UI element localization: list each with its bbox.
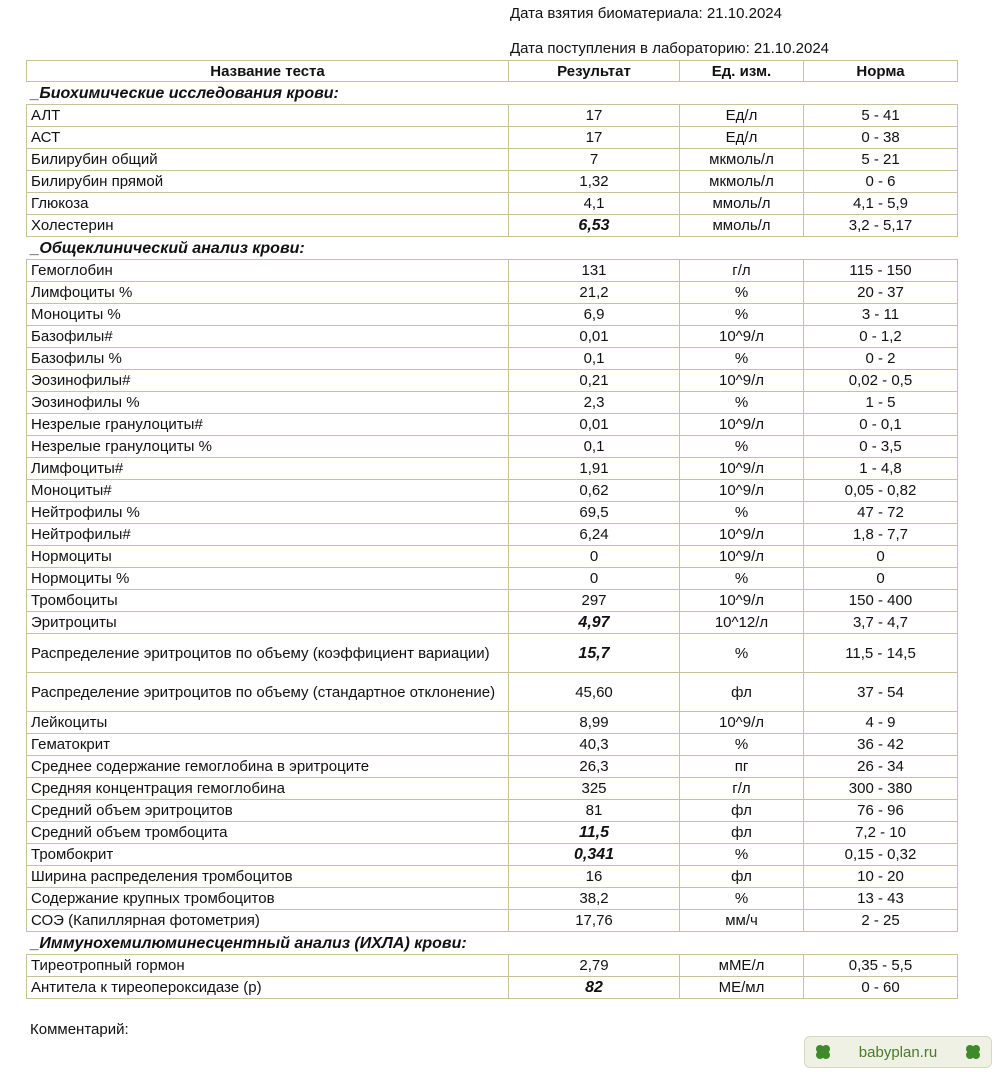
section-title: _Биохимические исследования крови:	[30, 84, 339, 102]
result-cell: 82	[509, 977, 680, 999]
norm-cell: 0 - 60	[804, 977, 958, 999]
test-name-cell: Билирубин прямой	[27, 171, 509, 193]
norm-cell: 1 - 4,8	[804, 458, 958, 480]
table-row	[27, 822, 958, 844]
test-name-cell: АСТ	[27, 127, 509, 149]
unit-cell: 10^9/л	[680, 414, 804, 436]
unit-cell: фл	[680, 673, 804, 712]
unit-cell: пг	[680, 756, 804, 778]
unit-cell: 10^9/л	[680, 590, 804, 612]
result-cell: 1,32	[509, 171, 680, 193]
table-row	[27, 844, 958, 866]
unit-cell: мм/ч	[680, 910, 804, 932]
unit-cell: МЕ/мл	[680, 977, 804, 999]
table-row	[27, 756, 958, 778]
test-name-cell: Среднее содержание гемоглобина в эритроците	[27, 756, 509, 778]
table-row	[27, 502, 958, 524]
result-cell: 17	[509, 105, 680, 127]
test-name-cell: Лимфоциты#	[27, 458, 509, 480]
unit-cell: %	[680, 436, 804, 458]
result-cell: 131	[509, 260, 680, 282]
table-row	[27, 977, 958, 999]
result-cell: 0	[509, 546, 680, 568]
test-name-cell: Средний объем эритроцитов	[27, 800, 509, 822]
result-cell: 325	[509, 778, 680, 800]
table-row	[27, 436, 958, 458]
table-row	[27, 458, 958, 480]
unit-cell: мкмоль/л	[680, 149, 804, 171]
test-name-cell: Нейтрофилы %	[27, 502, 509, 524]
test-name-cell: Нормоциты %	[27, 568, 509, 590]
unit-cell: 10^9/л	[680, 326, 804, 348]
test-name-cell: Распределение эритроцитов по объему (стандартное отклонение)	[27, 673, 509, 712]
unit-cell: мМЕ/л	[680, 955, 804, 977]
table-row	[27, 215, 958, 237]
norm-cell: 0 - 6	[804, 171, 958, 193]
unit-cell: ммоль/л	[680, 193, 804, 215]
unit-cell: %	[680, 734, 804, 756]
norm-cell: 1 - 5	[804, 392, 958, 414]
table-row	[27, 778, 958, 800]
table-row	[27, 171, 958, 193]
result-cell: 15,7	[509, 634, 680, 673]
norm-cell: 20 - 37	[804, 282, 958, 304]
norm-cell: 0,15 - 0,32	[804, 844, 958, 866]
norm-cell: 47 - 72	[804, 502, 958, 524]
column-header-test: Название теста	[27, 61, 509, 82]
test-name-cell: Гематокрит	[27, 734, 509, 756]
unit-cell: %	[680, 502, 804, 524]
result-cell: 0,62	[509, 480, 680, 502]
test-name-cell: Распределение эритроцитов по объему (коэффициент вариации)	[27, 634, 509, 673]
result-cell: 0,21	[509, 370, 680, 392]
unit-cell: %	[680, 844, 804, 866]
result-cell: 11,5	[509, 822, 680, 844]
test-name-cell: Содержание крупных тромбоцитов	[27, 888, 509, 910]
test-name-cell: Незрелые гранулоциты#	[27, 414, 509, 436]
test-name-cell: Эозинофилы#	[27, 370, 509, 392]
norm-cell: 3,2 - 5,17	[804, 215, 958, 237]
unit-cell: %	[680, 282, 804, 304]
test-name-cell: Средний объем тромбоцита	[27, 822, 509, 844]
result-cell: 17	[509, 127, 680, 149]
test-name-cell: Базофилы %	[27, 348, 509, 370]
result-cell: 6,53	[509, 215, 680, 237]
test-name-cell: Антитела к тиреопероксидазе (р)	[27, 977, 509, 999]
unit-cell: г/л	[680, 260, 804, 282]
table-row	[27, 193, 958, 215]
table-row	[27, 480, 958, 502]
test-name-cell: Эритроциты	[27, 612, 509, 634]
unit-cell: %	[680, 348, 804, 370]
norm-cell: 0 - 2	[804, 348, 958, 370]
unit-cell: ммоль/л	[680, 215, 804, 237]
norm-cell: 5 - 21	[804, 149, 958, 171]
table-row	[27, 348, 958, 370]
clover-icon	[963, 1042, 983, 1062]
table-row	[27, 800, 958, 822]
comment-label: Комментарий:	[30, 1021, 129, 1038]
norm-cell: 115 - 150	[804, 260, 958, 282]
unit-cell: мкмоль/л	[680, 171, 804, 193]
table-row	[27, 282, 958, 304]
table-row	[27, 260, 958, 282]
unit-cell: 10^9/л	[680, 546, 804, 568]
test-name-cell: Моноциты %	[27, 304, 509, 326]
section-row	[27, 932, 958, 955]
test-name-cell: Тромбокрит	[27, 844, 509, 866]
test-name-cell: Гемоглобин	[27, 260, 509, 282]
unit-cell: фл	[680, 822, 804, 844]
table-row	[27, 304, 958, 326]
test-name-cell: Тромбоциты	[27, 590, 509, 612]
section-row	[27, 237, 958, 260]
result-cell: 0,01	[509, 326, 680, 348]
table-row	[27, 910, 958, 932]
norm-cell: 0,35 - 5,5	[804, 955, 958, 977]
result-cell: 297	[509, 590, 680, 612]
test-name-cell: Глюкоза	[27, 193, 509, 215]
test-name-cell: Средняя концентрация гемоглобина	[27, 778, 509, 800]
norm-cell: 0 - 0,1	[804, 414, 958, 436]
result-cell: 2,3	[509, 392, 680, 414]
table-row	[27, 326, 958, 348]
test-name-cell: Нейтрофилы#	[27, 524, 509, 546]
table-row	[27, 612, 958, 634]
norm-cell: 4,1 - 5,9	[804, 193, 958, 215]
result-cell: 26,3	[509, 756, 680, 778]
result-cell: 8,99	[509, 712, 680, 734]
norm-cell: 37 - 54	[804, 673, 958, 712]
norm-cell: 2 - 25	[804, 910, 958, 932]
test-name-cell: Тиреотропный гормон	[27, 955, 509, 977]
column-header-norm: Норма	[804, 61, 958, 82]
norm-cell: 26 - 34	[804, 756, 958, 778]
test-name-cell: Билирубин общий	[27, 149, 509, 171]
section-title: _Общеклинический анализ крови:	[30, 239, 305, 257]
norm-cell: 10 - 20	[804, 866, 958, 888]
watermark-badge	[804, 1036, 992, 1068]
result-cell: 6,9	[509, 304, 680, 326]
result-cell: 7	[509, 149, 680, 171]
unit-cell: %	[680, 888, 804, 910]
test-name-cell: Лейкоциты	[27, 712, 509, 734]
norm-cell: 150 - 400	[804, 590, 958, 612]
result-cell: 45,60	[509, 673, 680, 712]
unit-cell: Ед/л	[680, 105, 804, 127]
table-row	[27, 866, 958, 888]
result-cell: 0,341	[509, 844, 680, 866]
norm-cell: 13 - 43	[804, 888, 958, 910]
norm-cell: 0	[804, 568, 958, 590]
table-row	[27, 127, 958, 149]
result-cell: 0,1	[509, 436, 680, 458]
result-cell: 81	[509, 800, 680, 822]
test-name-cell: Холестерин	[27, 215, 509, 237]
result-cell: 16	[509, 866, 680, 888]
table-header-row	[27, 61, 958, 82]
norm-cell: 7,2 - 10	[804, 822, 958, 844]
result-cell: 38,2	[509, 888, 680, 910]
norm-cell: 0,05 - 0,82	[804, 480, 958, 502]
table-row	[27, 590, 958, 612]
norm-cell: 300 - 380	[804, 778, 958, 800]
norm-cell: 3,7 - 4,7	[804, 612, 958, 634]
unit-cell: 10^12/л	[680, 612, 804, 634]
table-row	[27, 546, 958, 568]
unit-cell: %	[680, 634, 804, 673]
norm-cell: 36 - 42	[804, 734, 958, 756]
table-row	[27, 734, 958, 756]
column-header-unit: Ед. изм.	[680, 61, 804, 82]
unit-cell: г/л	[680, 778, 804, 800]
norm-cell: 0,02 - 0,5	[804, 370, 958, 392]
unit-cell: %	[680, 304, 804, 326]
norm-cell: 3 - 11	[804, 304, 958, 326]
norm-cell: 0 - 38	[804, 127, 958, 149]
table-row	[27, 568, 958, 590]
unit-cell: 10^9/л	[680, 712, 804, 734]
test-name-cell: Нормоциты	[27, 546, 509, 568]
test-name-cell: Лимфоциты %	[27, 282, 509, 304]
unit-cell: фл	[680, 866, 804, 888]
test-name-cell: Базофилы#	[27, 326, 509, 348]
unit-cell: фл	[680, 800, 804, 822]
table-row	[27, 955, 958, 977]
table-row	[27, 888, 958, 910]
unit-cell: %	[680, 392, 804, 414]
result-cell: 4,1	[509, 193, 680, 215]
table-row	[27, 673, 958, 712]
test-name-cell: СОЭ (Капиллярная фотометрия)	[27, 910, 509, 932]
table-row	[27, 370, 958, 392]
column-header-result: Результат	[509, 61, 680, 82]
result-cell: 1,91	[509, 458, 680, 480]
test-name-cell: Ширина распределения тромбоцитов	[27, 866, 509, 888]
result-cell: 0	[509, 568, 680, 590]
unit-cell: 10^9/л	[680, 524, 804, 546]
unit-cell: 10^9/л	[680, 458, 804, 480]
result-cell: 4,97	[509, 612, 680, 634]
table-row	[27, 712, 958, 734]
section-row	[27, 82, 958, 105]
unit-cell: 10^9/л	[680, 480, 804, 502]
table-row	[27, 105, 958, 127]
unit-cell: 10^9/л	[680, 370, 804, 392]
table-row	[27, 392, 958, 414]
result-cell: 17,76	[509, 910, 680, 932]
result-cell: 0,01	[509, 414, 680, 436]
section-title: _Иммунохемилюминесцентный анализ (ИХЛА) крови:	[30, 934, 467, 952]
result-cell: 69,5	[509, 502, 680, 524]
test-name-cell: Эозинофилы %	[27, 392, 509, 414]
result-cell: 2,79	[509, 955, 680, 977]
result-cell: 0,1	[509, 348, 680, 370]
watermark-text: babyplan.ru	[858, 1043, 938, 1061]
table-row	[27, 149, 958, 171]
unit-cell: Ед/л	[680, 127, 804, 149]
norm-cell: 0 - 3,5	[804, 436, 958, 458]
norm-cell: 1,8 - 7,7	[804, 524, 958, 546]
norm-cell: 76 - 96	[804, 800, 958, 822]
test-name-cell: Моноциты#	[27, 480, 509, 502]
sample-date: Дата взятия биоматериала: 21.10.2024	[510, 5, 782, 22]
test-name-cell: АЛТ	[27, 105, 509, 127]
test-name-cell: Незрелые гранулоциты %	[27, 436, 509, 458]
table-row	[27, 634, 958, 673]
table-row	[27, 524, 958, 546]
norm-cell: 4 - 9	[804, 712, 958, 734]
clover-icon	[813, 1042, 833, 1062]
unit-cell: %	[680, 568, 804, 590]
norm-cell: 0 - 1,2	[804, 326, 958, 348]
result-cell: 21,2	[509, 282, 680, 304]
norm-cell: 5 - 41	[804, 105, 958, 127]
received-date: Дата поступления в лабораторию: 21.10.2024	[510, 40, 829, 57]
result-cell: 6,24	[509, 524, 680, 546]
norm-cell: 11,5 - 14,5	[804, 634, 958, 673]
table-row	[27, 414, 958, 436]
results-table	[26, 60, 958, 999]
result-cell: 40,3	[509, 734, 680, 756]
norm-cell: 0	[804, 546, 958, 568]
